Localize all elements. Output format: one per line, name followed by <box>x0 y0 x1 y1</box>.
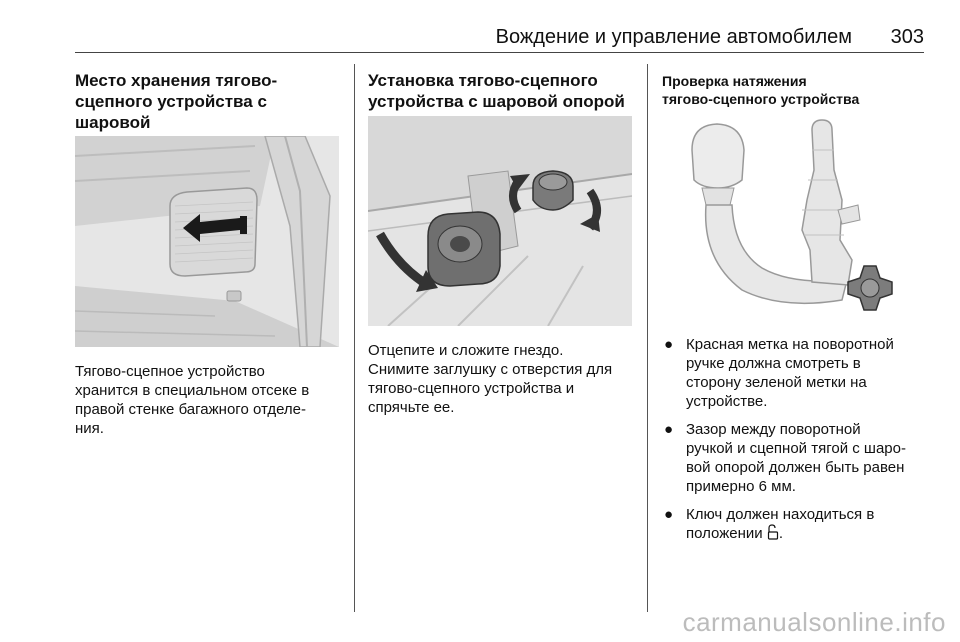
title-line: тягово-сцепного устройства <box>662 91 860 107</box>
caption-line: тягово-сцепного устройства и <box>368 380 575 397</box>
bullet-dot: ● <box>664 506 674 523</box>
list-item <box>662 505 934 543</box>
figure-storage-compartment <box>75 136 339 347</box>
title-line: сцепного устройства с шаровой <box>75 92 267 132</box>
figure-socket-installation <box>368 116 632 326</box>
column-divider-1 <box>354 64 355 612</box>
caption-line: Отцепите и сложите гнездо. <box>368 342 564 359</box>
bullet-line: Ключ должен находиться в <box>686 506 875 523</box>
bullet-line: сторону зеленой метки на <box>686 374 867 391</box>
bullet-line: примерно 6 мм. <box>686 478 796 495</box>
caption-line: Тягово-сцепное устройство <box>75 363 265 380</box>
header-title: Вождение и управление автомобилем <box>495 26 852 48</box>
bullet-dot: ● <box>664 336 674 353</box>
watermark: carmanualsonline.info <box>682 607 946 637</box>
caption-line: правой стенке багажного отделе- <box>75 401 307 418</box>
caption-line: спрячьте ее. <box>368 399 455 416</box>
section-title-tension-check <box>662 72 934 108</box>
bullet-line: Зазор между поворотной <box>686 421 861 438</box>
list-item <box>662 420 934 496</box>
title-line: Место хранения тягово- <box>75 71 278 90</box>
tension-check-list <box>662 335 934 552</box>
caption-line: ния. <box>75 420 104 437</box>
bullet-line: Красная метка на поворотной <box>686 336 894 353</box>
bullet-line-text: положении <box>686 525 763 542</box>
caption-storage <box>75 362 345 438</box>
figure-tow-ball <box>662 110 926 322</box>
bullet-line: положении . <box>686 525 783 542</box>
bullet-line: ручкой и сцепной тягой с шаро- <box>686 440 906 457</box>
header-rule <box>75 52 924 53</box>
bullet-line: ручке должна смотреть в <box>686 355 861 372</box>
bullet-dot: ● <box>664 421 674 438</box>
title-line: Проверка натяжения <box>662 73 807 89</box>
caption-line: хранится в специальном отсеке в <box>75 382 310 399</box>
caption-line: Снимите заглушку с отверстия для <box>368 361 613 378</box>
page-header <box>0 0 960 54</box>
key-unlocked-icon <box>767 524 779 540</box>
bullet-line: устройстве. <box>686 393 768 410</box>
section-title-installation <box>368 70 638 112</box>
caption-installation <box>368 341 640 417</box>
column-divider-2 <box>647 64 648 612</box>
bullet-line: вой опорой должен быть равен <box>686 459 905 476</box>
page-number: 303 <box>890 26 924 48</box>
title-line: Установка тягово-сцепного <box>368 71 598 90</box>
title-line: устройства с шаровой опорой <box>368 92 625 111</box>
list-item <box>662 335 934 411</box>
